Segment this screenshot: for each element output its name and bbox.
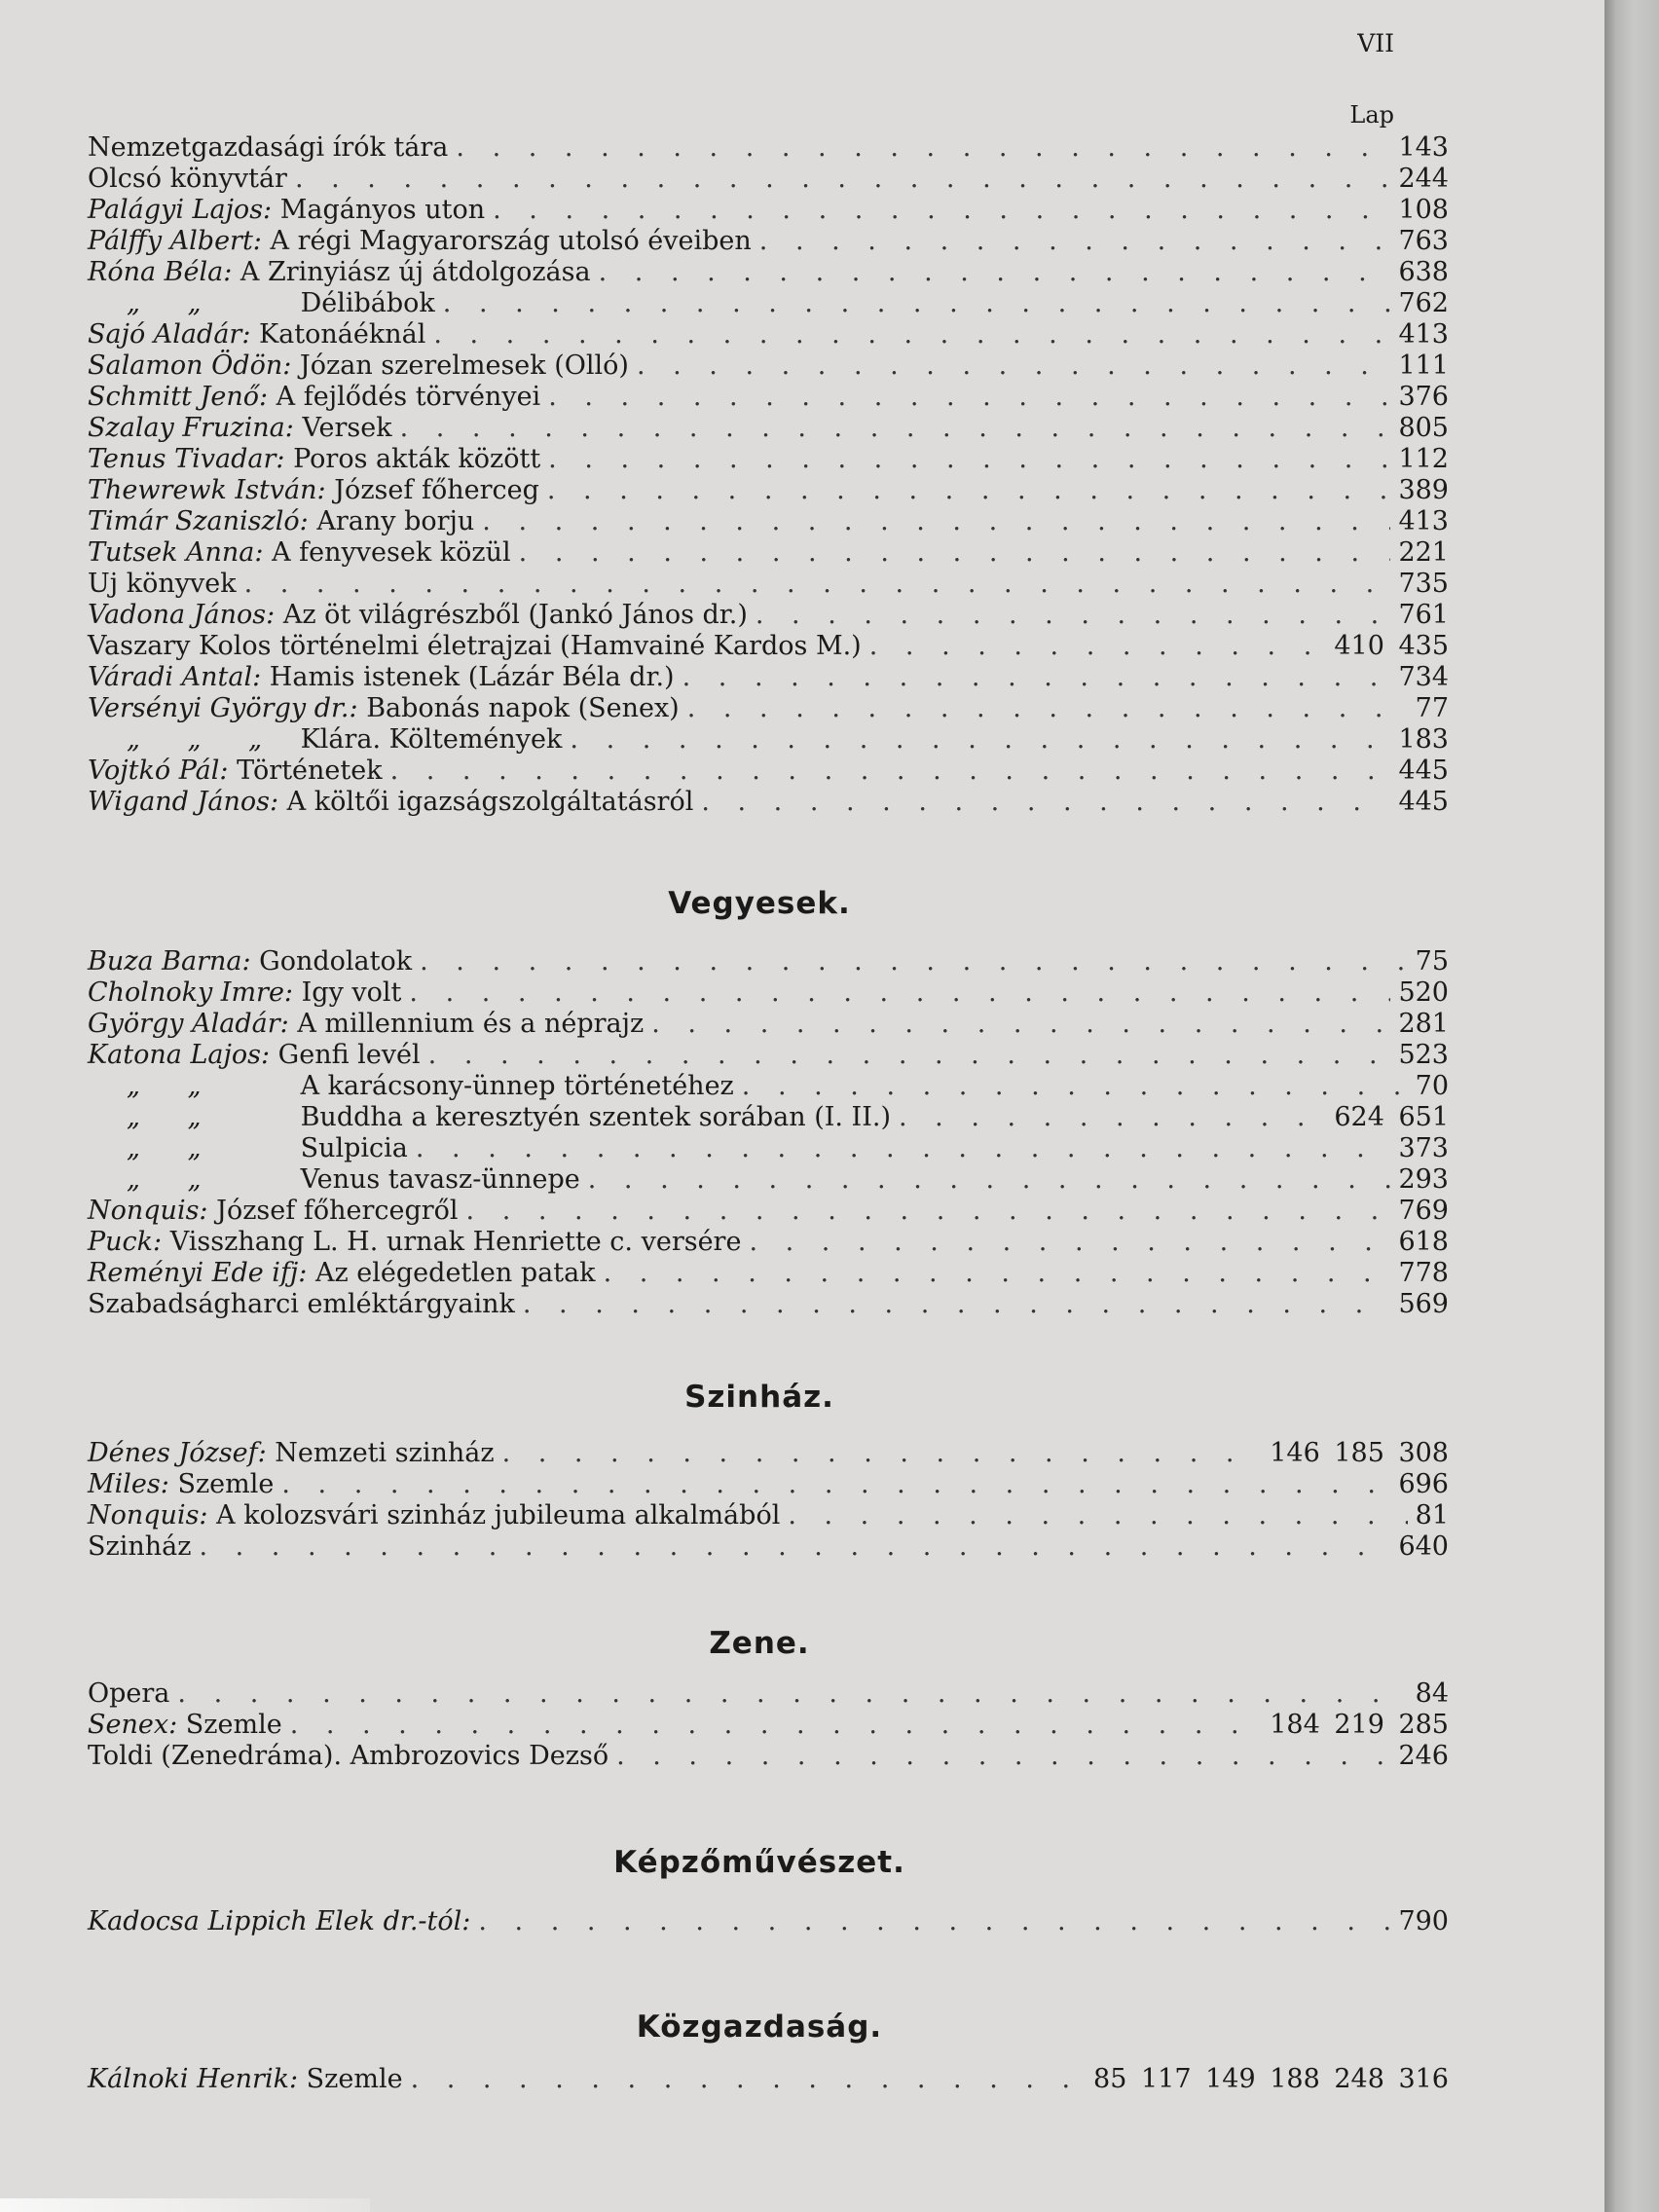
index-entry <box>88 1438 1449 1469</box>
page-column-header: Lap <box>1349 101 1394 129</box>
entry-pages: 805 <box>1398 413 1449 443</box>
entry-pages: 143 <box>1398 132 1449 163</box>
entry-title: Délibábok <box>300 288 435 318</box>
dot-leader <box>756 600 1391 630</box>
entry-title: Az elégedetlen patak <box>315 1258 596 1288</box>
entry-pages: 769 <box>1398 1196 1449 1226</box>
kozgazdasag-section <box>88 2064 1449 2095</box>
entry-label <box>88 1289 515 1319</box>
index-entry <box>88 977 1449 1009</box>
entry-title: Nemzetgazdasági írók tára <box>88 132 449 163</box>
entry-label <box>88 1164 580 1195</box>
entry-label <box>88 946 412 977</box>
entry-title: Szemle <box>306 2064 403 2094</box>
entry-label <box>88 1227 741 1257</box>
entry-title: Genfi levél <box>277 1040 421 1070</box>
entry-label <box>88 600 748 630</box>
entry-title: A költői igazságszolgáltatásról <box>286 787 694 817</box>
entry-label <box>88 2064 403 2094</box>
dot-leader <box>443 288 1391 318</box>
entry-author: Vadona János: <box>88 600 276 630</box>
entry-pages: 790 <box>1398 1906 1449 1936</box>
entry-label <box>88 1710 282 1740</box>
entry-author: Thewrewk István: <box>88 475 326 505</box>
kepzomuveszet-section <box>88 1906 1449 1937</box>
dot-leader <box>523 1289 1391 1319</box>
entry-pages: 624 651 <box>1334 1102 1449 1132</box>
entry-author: György Aladár: <box>88 1009 289 1039</box>
entry-pages: 410 435 <box>1334 631 1449 661</box>
entry-label <box>88 475 539 505</box>
entry-pages: 763 <box>1398 226 1449 256</box>
entry-label <box>88 1009 644 1039</box>
index-entry <box>88 226 1449 257</box>
entry-title: A kolozsvári szinház jubileuma alkalmából <box>216 1500 781 1530</box>
entry-author: Wigand János: <box>88 787 279 817</box>
entry-author: Timár Szaniszló: <box>88 506 309 536</box>
entry-title: Hamis istenek (Lázár Béla dr.) <box>269 662 675 692</box>
entry-label <box>88 350 629 381</box>
index-entry <box>88 1741 1449 1772</box>
entry-label <box>88 257 591 287</box>
entry-pages: 734 <box>1398 662 1449 692</box>
entry-pages: 735 <box>1398 569 1449 599</box>
entry-title: Olcsó könyvtár <box>88 164 287 194</box>
entry-title: Buddha a keresztyén szentek sorában (I. II.) <box>300 1102 891 1132</box>
entry-author: Salamon Ödön: <box>88 350 292 381</box>
dot-leader <box>899 1102 1326 1132</box>
entry-author: Vojtkó Pál: <box>88 756 229 786</box>
entry-label <box>88 1906 470 1936</box>
entry-pages: 77 <box>1415 693 1449 723</box>
entry-pages: 523 <box>1398 1040 1449 1070</box>
entry-title: Katonáéknál <box>259 319 426 350</box>
entry-pages: 85 117 149 188 248 316 <box>1093 2064 1449 2094</box>
entry-pages: 84 <box>1415 1678 1449 1709</box>
entry-title: Poros akták között <box>293 444 541 474</box>
entry-title: Nemzeti szinház <box>275 1438 495 1468</box>
entry-title: Szemle <box>177 1469 275 1499</box>
section-heading-kepzomuveszet: Képzőművészet. <box>613 1845 905 1880</box>
entry-pages: 696 <box>1398 1469 1449 1499</box>
index-entry <box>88 693 1449 724</box>
dot-leader <box>548 382 1390 412</box>
index-entry <box>88 1710 1449 1741</box>
index-entry <box>88 257 1449 288</box>
dot-leader <box>604 1258 1391 1288</box>
entry-label <box>88 382 540 412</box>
entry-author: Nonquis: <box>88 1500 208 1530</box>
entry-title: Babonás napok (Senex) <box>366 693 680 723</box>
entry-pages: 293 <box>1398 1164 1449 1195</box>
index-entry <box>88 724 1449 756</box>
index-entry <box>88 1071 1449 1102</box>
entry-title: A Zrinyiász új átdolgozása <box>240 257 591 287</box>
dot-leader <box>869 631 1327 661</box>
index-entry <box>88 1133 1449 1164</box>
entry-label <box>88 569 237 599</box>
entry-label <box>88 288 435 318</box>
index-entry <box>88 1040 1449 1071</box>
index-entry <box>88 382 1449 413</box>
entry-pages: 221 <box>1398 537 1449 568</box>
dot-leader <box>420 946 1408 977</box>
entry-label <box>88 1102 891 1132</box>
dot-leader <box>637 350 1390 381</box>
dot-leader <box>390 756 1391 786</box>
entry-label <box>88 444 540 474</box>
entry-pages: 638 <box>1398 257 1449 287</box>
entry-pages: 146 185 308 <box>1270 1438 1449 1468</box>
entry-label <box>88 1500 780 1530</box>
entry-label <box>88 631 862 661</box>
entry-label <box>88 164 287 194</box>
entry-title: Venus tavasz-ünnepe <box>300 1164 580 1195</box>
dot-leader <box>519 537 1391 568</box>
szinhaz-section <box>88 1438 1449 1563</box>
entry-label <box>88 1196 459 1226</box>
dot-leader <box>548 444 1390 474</box>
index-entry <box>88 537 1449 569</box>
entry-title: Szabadságharci emléktárgyaink <box>88 1289 515 1319</box>
entry-title: József főhercegről <box>216 1196 459 1226</box>
entry-author: Reményi Ede ifj: <box>88 1258 308 1288</box>
entry-pages: 108 <box>1398 195 1449 225</box>
entry-pages: 373 <box>1398 1133 1449 1163</box>
entry-title: Klára. Költemények <box>300 724 563 755</box>
dot-leader <box>295 164 1391 194</box>
entry-label <box>88 1469 274 1499</box>
entry-author: Pálffy Albert: <box>88 226 262 256</box>
dot-leader <box>199 1531 1390 1562</box>
entry-author: Cholnoky Imre: <box>88 977 294 1008</box>
entry-label <box>88 1040 421 1070</box>
entry-label <box>88 1741 608 1771</box>
dot-leader <box>570 724 1390 755</box>
entry-pages: 445 <box>1398 756 1449 786</box>
index-entry <box>88 1469 1449 1500</box>
entry-author: Nonquis: <box>88 1196 208 1226</box>
entry-pages: 81 <box>1415 1500 1449 1530</box>
entry-author: Váradi Antal: <box>88 662 262 692</box>
entry-title: Sulpicia <box>300 1133 408 1163</box>
entry-author: Senex: <box>88 1710 178 1740</box>
dot-leader <box>788 1500 1407 1530</box>
dot-leader <box>588 1164 1391 1195</box>
dot-leader <box>416 1133 1391 1163</box>
entry-label <box>88 977 401 1008</box>
index-entry <box>88 319 1449 350</box>
index-entry <box>88 1289 1449 1320</box>
entry-pages: 618 <box>1398 1227 1449 1257</box>
index-entry <box>88 631 1449 662</box>
dot-leader <box>759 226 1391 256</box>
entry-label <box>88 1438 495 1468</box>
entry-title: Gondolatok <box>259 946 413 977</box>
scan-watermark-strip <box>0 2198 370 2212</box>
entry-author: Schmitt Jenő: <box>88 382 269 412</box>
index-entry <box>88 164 1449 195</box>
dot-leader <box>493 195 1390 225</box>
entry-author: „ „ <box>127 1102 202 1132</box>
entry-author: „ „ <box>127 288 202 318</box>
dot-leader <box>502 1438 1263 1468</box>
index-entry <box>88 506 1449 537</box>
dot-leader <box>651 1009 1390 1039</box>
entry-title: Magányos uton <box>279 195 486 225</box>
entry-author: Miles: <box>88 1469 169 1499</box>
index-entry <box>88 475 1449 506</box>
dot-leader <box>409 977 1390 1008</box>
entry-pages: 70 <box>1415 1071 1449 1101</box>
entry-title: A millennium és a néprajz <box>297 1009 645 1039</box>
dot-leader <box>687 693 1408 723</box>
entry-pages: 183 <box>1398 724 1449 755</box>
entry-label <box>88 662 675 692</box>
zene-section <box>88 1678 1449 1772</box>
entry-pages: 244 <box>1398 164 1449 194</box>
entry-author: Dénes József: <box>88 1438 267 1468</box>
entry-label <box>88 756 383 786</box>
entry-label <box>88 226 752 256</box>
index-entry <box>88 350 1449 382</box>
entry-author: Palágyi Lajos: <box>88 195 273 225</box>
index-entry <box>88 1102 1449 1133</box>
dot-leader <box>177 1678 1407 1709</box>
entry-title: Uj könyvek <box>88 569 237 599</box>
dot-leader <box>749 1227 1390 1257</box>
entry-label <box>88 787 693 817</box>
index-entry <box>88 569 1449 600</box>
dot-leader <box>547 475 1391 505</box>
section-heading-kozgazdasag: Közgazdaság. <box>636 2009 883 2045</box>
entry-label <box>88 1071 734 1101</box>
entry-label <box>88 1258 596 1288</box>
index-entry <box>88 600 1449 631</box>
entry-title: A karácsony-ünnep történetéhez <box>300 1071 734 1101</box>
entry-pages: 111 <box>1398 350 1449 381</box>
vegyesek-section <box>88 946 1449 1320</box>
dot-leader <box>428 1040 1391 1070</box>
index-entry <box>88 132 1449 164</box>
entry-label <box>88 132 448 163</box>
entry-author: „ „ „ <box>127 724 263 755</box>
section-heading-zene: Zene. <box>709 1626 810 1661</box>
entry-title: Szemle <box>185 1710 282 1740</box>
index-entry <box>88 1531 1449 1563</box>
entry-author: „ „ <box>127 1164 202 1195</box>
entry-author: Róna Béla: <box>88 257 233 287</box>
index-entry <box>88 946 1449 977</box>
entry-pages: 778 <box>1398 1258 1449 1288</box>
dot-leader <box>599 257 1391 287</box>
index-entry <box>88 1258 1449 1289</box>
dot-leader <box>290 1710 1263 1740</box>
entry-pages: 389 <box>1398 475 1449 505</box>
index-entry <box>88 1196 1449 1227</box>
dot-leader <box>701 787 1390 817</box>
entry-label <box>88 537 511 568</box>
entry-title: A fejlődés törvényei <box>276 382 541 412</box>
entry-author: Kadocsa Lippich Elek dr.-tól: <box>88 1906 471 1936</box>
section-heading-szinhaz: Szinház. <box>684 1380 834 1415</box>
entry-title: Vaszary Kolos történelmi életrajzai (Hamvainé Kardos M.) <box>88 631 862 661</box>
entry-pages: 640 <box>1398 1531 1449 1562</box>
entry-label <box>88 319 425 350</box>
entry-author: Szalay Fruzina: <box>88 413 294 443</box>
entry-title: A fenyvesek közül <box>272 537 511 568</box>
page-edge-shadow <box>1604 0 1659 2212</box>
entry-title: A régi Magyarország utolsó éveiben <box>270 226 752 256</box>
page-number: VII <box>1357 29 1394 57</box>
dot-leader <box>682 662 1391 692</box>
dot-leader <box>400 413 1391 443</box>
index-entry <box>88 662 1449 693</box>
dot-leader <box>456 132 1390 163</box>
entry-pages: 246 <box>1398 1741 1449 1771</box>
entry-title: Arany borju <box>316 506 475 536</box>
index-entry <box>88 1500 1449 1531</box>
dot-leader <box>411 2064 1086 2094</box>
dot-leader <box>433 319 1390 350</box>
entry-pages: 413 <box>1398 319 1449 350</box>
entry-label <box>88 1678 169 1709</box>
entry-author: Buza Barna: <box>88 946 251 977</box>
dot-leader <box>742 1071 1408 1101</box>
entry-pages: 569 <box>1398 1289 1449 1319</box>
entry-label <box>88 1133 408 1163</box>
index-entry <box>88 1009 1449 1040</box>
dot-leader <box>478 1906 1390 1936</box>
section-heading-vegyesek: Vegyesek. <box>668 886 851 921</box>
entry-pages: 520 <box>1398 977 1449 1008</box>
entry-label <box>88 506 474 536</box>
index-entry <box>88 756 1449 787</box>
index-entry <box>88 1164 1449 1196</box>
dot-leader <box>482 506 1390 536</box>
entry-author: Kálnoki Henrik: <box>88 2064 299 2094</box>
entry-label <box>88 693 680 723</box>
index-entry <box>88 787 1449 818</box>
entry-title: Józan szerelmesek (Olló) <box>299 350 629 381</box>
dot-leader <box>616 1741 1390 1771</box>
entry-author: „ „ <box>127 1133 202 1163</box>
entry-pages: 413 <box>1398 506 1449 536</box>
entry-title: Versek <box>302 413 392 443</box>
entry-author: Katona Lajos: <box>88 1040 271 1070</box>
entry-title: Igy volt <box>301 977 402 1008</box>
index-entry <box>88 195 1449 226</box>
index-entry <box>88 2064 1449 2095</box>
entry-title: Szinház <box>88 1531 192 1562</box>
entry-title: Toldi (Zenedráma). Ambrozovics Dezső <box>88 1741 609 1771</box>
index-entry <box>88 1227 1449 1258</box>
entry-title: Történetek <box>237 756 383 786</box>
index-entry <box>88 288 1449 319</box>
entry-pages: 112 <box>1398 444 1449 474</box>
entry-title: Opera <box>88 1678 170 1709</box>
entry-author: „ „ <box>127 1071 202 1101</box>
index-entry <box>88 413 1449 444</box>
entry-title: József főherceg <box>334 475 539 505</box>
entry-author: Sajó Aladár: <box>88 319 251 350</box>
entry-author: Versényi György dr.: <box>88 693 358 723</box>
author-index-section <box>88 132 1449 818</box>
entry-pages: 376 <box>1398 382 1449 412</box>
entry-label <box>88 195 485 225</box>
entry-label <box>88 724 562 755</box>
index-entry <box>88 444 1449 475</box>
entry-pages: 445 <box>1398 787 1449 817</box>
entry-pages: 75 <box>1415 946 1449 977</box>
dot-leader <box>466 1196 1391 1226</box>
entry-label <box>88 1531 191 1562</box>
entry-pages: 762 <box>1398 288 1449 318</box>
entry-author: Tenus Tivadar: <box>88 444 285 474</box>
entry-author: Tutsek Anna: <box>88 537 264 568</box>
index-entry <box>88 1678 1449 1710</box>
entry-author: Puck: <box>88 1227 163 1257</box>
dot-leader <box>281 1469 1390 1499</box>
index-entry <box>88 1906 1449 1937</box>
entry-title: Az öt világrészből (Jankó János dr.) <box>282 600 748 630</box>
entry-pages: 184 219 285 <box>1270 1710 1449 1740</box>
entry-pages: 281 <box>1398 1009 1449 1039</box>
entry-label <box>88 413 392 443</box>
entry-title: Visszhang L. H. urnak Henriette c. versére <box>169 1227 742 1257</box>
dot-leader <box>244 569 1391 599</box>
entry-pages: 761 <box>1398 600 1449 630</box>
